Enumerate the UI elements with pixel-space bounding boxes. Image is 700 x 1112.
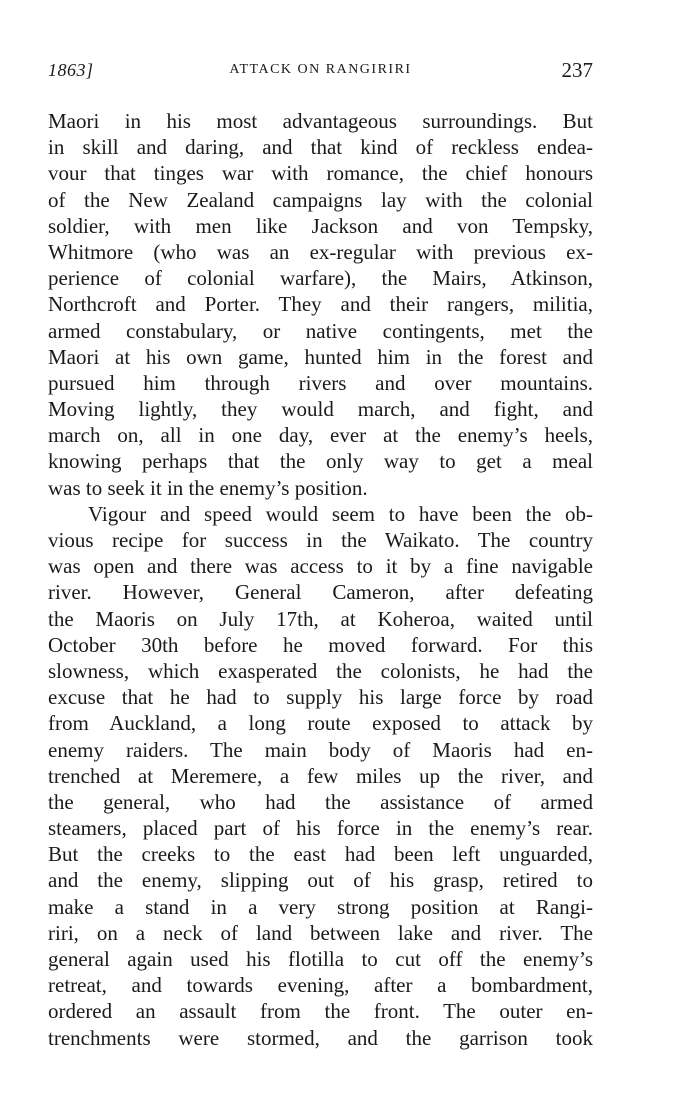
text-line: riri, on a neck of land between lake and river. The bbox=[48, 920, 593, 945]
text-line: Maori in his most advantageous surroundings. But bbox=[48, 109, 593, 133]
text-line: and the enemy, slipping out of his grasp, retired to bbox=[48, 868, 593, 893]
text-line: ordered an assault from the front. The outer en- bbox=[48, 999, 593, 1024]
text-line: Maori at his own game, hunted him in the forest and bbox=[48, 344, 593, 369]
running-head-title: ATTACK ON RANGIRIRI bbox=[229, 62, 412, 77]
text-line: Northcroft and Porter. They and their rangers, militia, bbox=[48, 292, 593, 317]
paragraph-start-line: Vigour and speed would seem to have been the ob- bbox=[88, 501, 593, 526]
text-line: general again used his flotilla to cut off the enemy’s bbox=[48, 947, 593, 971]
text-line: Whitmore (who was an ex-regular with previous ex- bbox=[48, 239, 593, 264]
text-line: make a stand in a very strong position at Rangi- bbox=[48, 894, 593, 919]
text-line: October 30th before he moved forward. For this bbox=[48, 632, 593, 657]
text-line: march on, all in one day, ever at the enemy’s heels, bbox=[48, 423, 593, 448]
text-line: river. However, General Cameron, after defeating bbox=[48, 580, 593, 605]
running-head-year: 1863] bbox=[48, 60, 94, 80]
text-line: from Auckland, a long route exposed to attack by bbox=[48, 711, 593, 736]
text-line: perience of colonial warfare), the Mairs, Atkinson, bbox=[48, 266, 593, 291]
text-line: was open and there was access to it by a fine navigable bbox=[48, 554, 593, 579]
text-line: vious recipe for success in the Waikato. The country bbox=[48, 528, 593, 552]
page-number: 237 bbox=[561, 58, 593, 82]
text-line: slowness, which exasperated the colonists, he had the bbox=[48, 658, 593, 683]
text-line: pursued him through rivers and over mountains. bbox=[48, 370, 593, 395]
text-line: enemy raiders. The main body of Maoris had en- bbox=[48, 737, 593, 762]
text-line: Moving lightly, they would march, and fight, and bbox=[48, 397, 593, 422]
text-line: knowing perhaps that the only way to get a meal bbox=[48, 449, 593, 474]
paragraph-end-line: was to seek it in the enemy’s position. bbox=[48, 475, 368, 500]
text-line: retreat, and towards evening, after a bombardment, bbox=[48, 973, 593, 998]
text-line: excuse that he had to supply his large force by road bbox=[48, 685, 593, 710]
text-line: the Maoris on July 17th, at Koheroa, waited until bbox=[48, 606, 593, 631]
text-line: of the New Zealand campaigns lay with the colonial bbox=[48, 187, 593, 212]
text-line: But the creeks to the east had been left unguarded, bbox=[48, 842, 593, 867]
text-line: steamers, placed part of his force in the enemy’s rear. bbox=[48, 816, 593, 841]
body-text bbox=[48, 108, 593, 1051]
running-head bbox=[48, 60, 593, 94]
book-page bbox=[48, 60, 593, 1051]
text-line: vour that tinges war with romance, the chief honours bbox=[48, 161, 593, 186]
text-line: armed constabulary, or native contingents, met the bbox=[48, 318, 593, 343]
text-line: trenched at Meremere, a few miles up the river, and bbox=[48, 763, 593, 788]
text-line: in skill and daring, and that kind of reckless endea- bbox=[48, 135, 593, 160]
text-line: the general, who had the assistance of armed bbox=[48, 789, 593, 814]
text-line: soldier, with men like Jackson and von Tempsky, bbox=[48, 213, 593, 238]
text-line: trenchments were stormed, and the garrison took bbox=[48, 1025, 593, 1050]
